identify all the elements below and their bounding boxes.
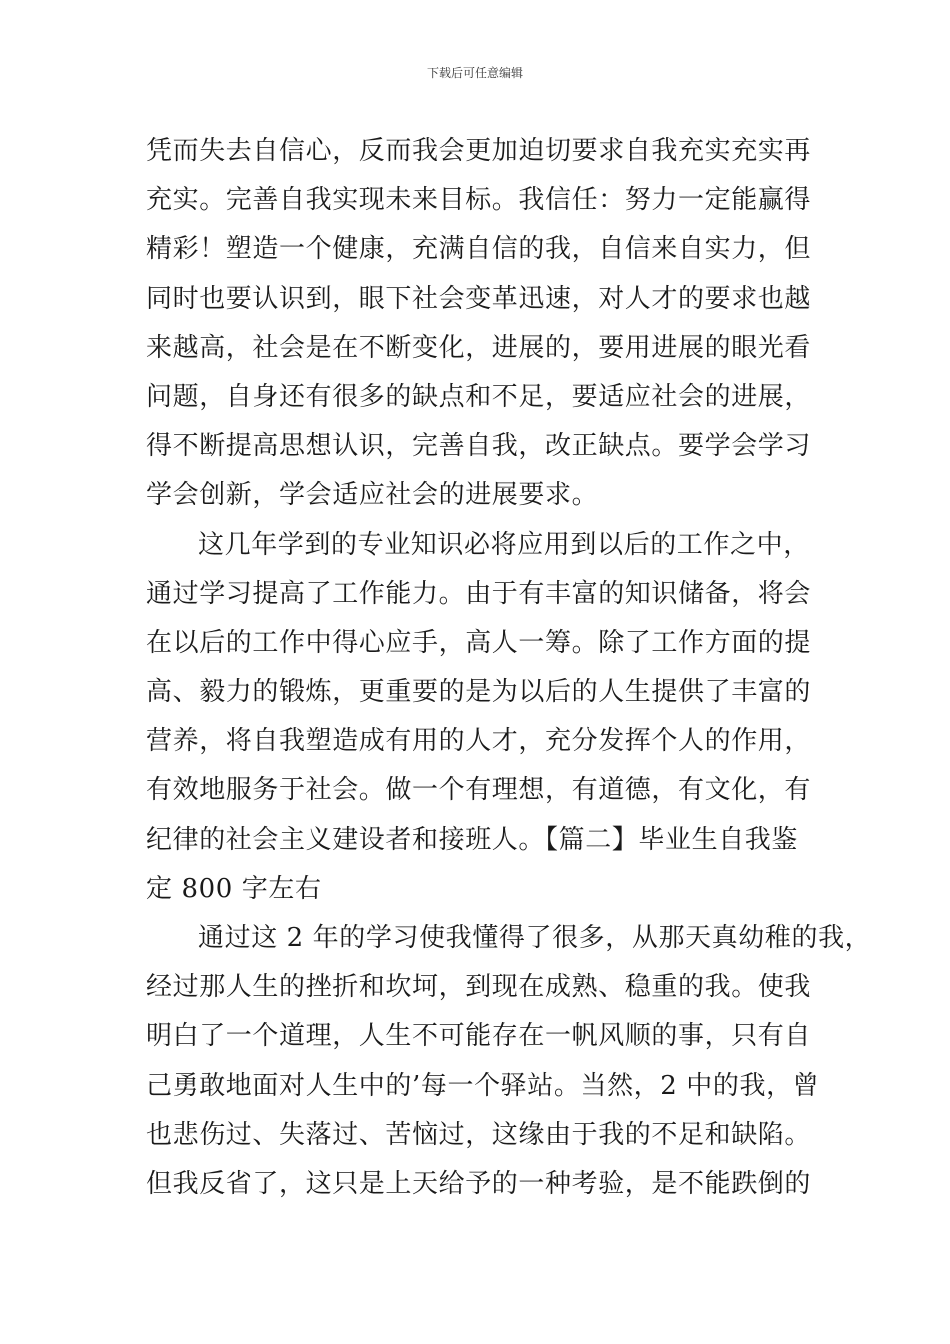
- text-line: 但我反省了，这只是上天给予的一种考验，是不能跌倒的: [146, 1168, 812, 1199]
- text-line: 问题，自身还有很多的缺点和不足，要适应社会的进展，: [146, 381, 812, 412]
- page-header: 下载后可任意编辑: [426, 66, 523, 80]
- text-line: 明白了一个道理，人生不可能存在一帆风顺的事，只有自: [146, 1021, 812, 1052]
- text-line: 学会创新，学会适应社会的进展要求。: [146, 480, 599, 511]
- text-line: 凭而失去自信心，反而我会更加迫切要求自我充实充实再: [146, 136, 812, 166]
- text-line: 营养，将自我塑造成有用的人才，充分发挥个人的作用，: [146, 726, 812, 757]
- text-line: 来越高，社会是在不断变化，进展的，要用进展的眼光看: [146, 332, 812, 363]
- text-line: 通过学习提高了工作能力。由于有丰富的知识储备，将会: [146, 578, 812, 609]
- text-line: 得不断提高思想认识，完善自我，改正缺点。要学会学习: [146, 431, 812, 462]
- text-line: 在以后的工作中得心应手，高人一筹。除了工作方面的提: [146, 627, 812, 658]
- text-line: 纪律的社会主义建设者和接班人。【篇二】毕业生自我鉴: [146, 824, 799, 855]
- text-line: 定 800 字左右: [146, 873, 322, 904]
- text-line: 有效地服务于社会。做一个有理想，有道德，有文化，有: [146, 775, 812, 806]
- paragraph-start-line: 这几年学到的专业知识必将应用到以后的工作之中，: [198, 529, 810, 560]
- text-line: 己勇敢地面对人生中的’每一个驿站。当然，2 中的我，曾: [146, 1070, 820, 1101]
- paragraph-start-line: 通过这 2 年的学习使我懂得了很多，从那天真幼稚的我，: [198, 923, 872, 953]
- text-line: 精彩！塑造一个健康，充满自信的我，自信来自实力，但: [146, 234, 812, 265]
- text-line: 也悲伤过、失落过、苦恼过，这缘由于我的不足和缺陷。: [146, 1119, 812, 1150]
- document-body: [146, 127, 872, 1209]
- text-line: 充实。完善自我实现未来目标。我信任：努力一定能赢得: [146, 185, 812, 216]
- text-line: 同时也要认识到，眼下社会变革迅速，对人才的要求也越: [146, 283, 812, 314]
- text-line: 高、毅力的锻炼，更重要的是为以后的人生提供了丰富的: [146, 677, 812, 708]
- text-line: 经过那人生的挫折和坎坷，到现在成熟、稳重的我。使我: [146, 972, 812, 1003]
